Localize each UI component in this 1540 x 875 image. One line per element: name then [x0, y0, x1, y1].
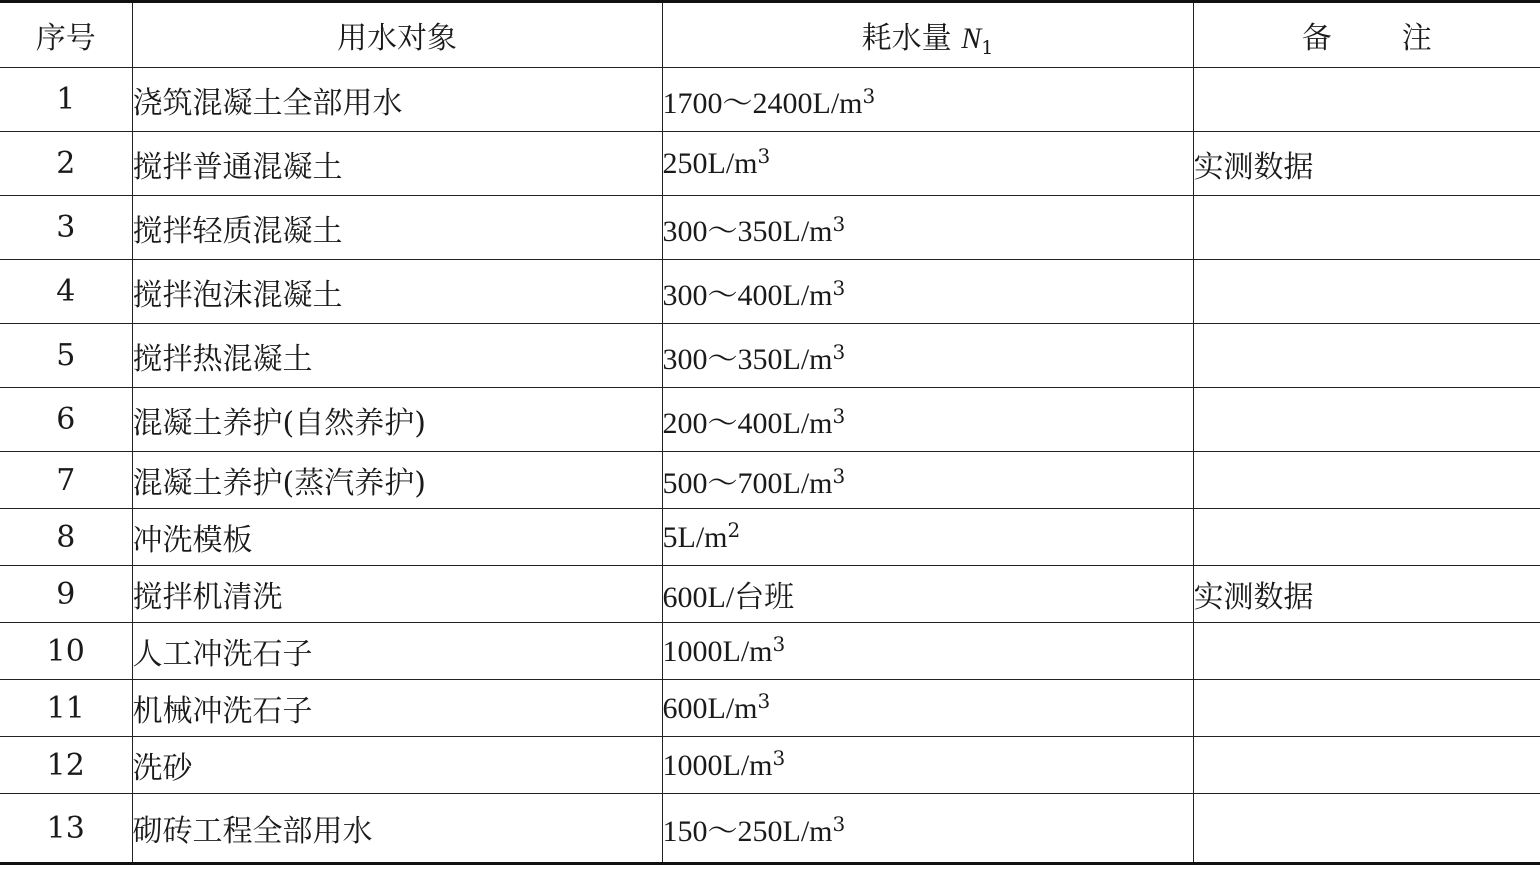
table-row — [0, 794, 1540, 864]
row-index-cell: 1 — [0, 68, 132, 132]
row-index-cell: 4 — [0, 260, 132, 324]
row-amount-exponent: 3 — [757, 688, 771, 713]
header-index: 序号 — [0, 2, 132, 68]
header-amount-prefix: 耗水量 — [861, 21, 952, 56]
row-note-cell — [1193, 794, 1540, 864]
header-note-second: 注 — [1401, 21, 1432, 56]
table-row — [0, 566, 1540, 623]
row-object-cell: 砌砖工程全部用水 — [132, 794, 662, 864]
table-row — [0, 680, 1540, 737]
row-object-cell: 混凝土养护(蒸汽养护) — [132, 452, 662, 509]
table-row — [0, 260, 1540, 324]
table-header-row — [0, 2, 1540, 68]
row-amount-exponent: 3 — [832, 403, 846, 428]
row-amount-cell — [662, 388, 1193, 452]
row-object-cell: 混凝土养护(自然养护) — [132, 388, 662, 452]
table-row — [0, 452, 1540, 509]
row-note-cell — [1193, 324, 1540, 388]
row-object-cell: 搅拌机清洗 — [132, 566, 662, 623]
row-note-cell: 实测数据 — [1193, 132, 1540, 196]
row-object-cell: 浇筑混凝土全部用水 — [132, 68, 662, 132]
table-row — [0, 132, 1540, 196]
table-body — [0, 68, 1540, 864]
row-amount-exponent: 3 — [757, 144, 771, 168]
row-amount-value: 300～400L/m — [662, 278, 833, 312]
row-amount-cell — [662, 452, 1193, 509]
row-amount-value: 300～350L/m — [662, 342, 833, 376]
row-amount-exponent: 3 — [832, 464, 846, 488]
table-row — [0, 388, 1540, 452]
row-index-cell: 3 — [0, 196, 132, 260]
row-amount-value: 250L/m — [662, 147, 758, 180]
header-amount-symbol: N — [961, 22, 982, 55]
row-amount-value: 200～400L/m — [662, 406, 833, 440]
row-note-cell — [1193, 68, 1540, 132]
row-amount-value: 600L/m — [662, 691, 758, 725]
row-amount-exponent: 3 — [862, 83, 876, 108]
row-note-cell — [1193, 196, 1540, 260]
row-amount-value: 1700～2400L/m — [662, 86, 863, 120]
row-object-cell: 搅拌普通混凝土 — [132, 132, 662, 196]
row-amount-exponent: 3 — [832, 211, 846, 236]
row-index-cell: 13 — [0, 794, 132, 864]
header-amount — [662, 2, 1193, 68]
row-amount-cell — [662, 623, 1193, 680]
row-amount-cell — [662, 737, 1193, 794]
row-amount-exponent: 2 — [727, 517, 741, 542]
row-index-cell: 8 — [0, 509, 132, 566]
row-note-cell — [1193, 509, 1540, 566]
row-amount-value: 500～700L/m — [662, 467, 833, 500]
table-row — [0, 324, 1540, 388]
row-amount-value: 150～250L/m — [662, 815, 833, 848]
row-index-cell: 9 — [0, 566, 132, 623]
row-note-cell — [1193, 388, 1540, 452]
row-amount-cell — [662, 680, 1193, 737]
row-amount-cell — [662, 509, 1193, 566]
row-object-cell: 搅拌热混凝土 — [132, 324, 662, 388]
row-index-cell: 7 — [0, 452, 132, 509]
row-note-cell — [1193, 452, 1540, 509]
row-index-cell: 2 — [0, 132, 132, 196]
row-amount-cell — [662, 132, 1193, 196]
table-row — [0, 737, 1540, 794]
header-amount-subscript: 1 — [981, 37, 994, 59]
row-amount-exponent: 3 — [832, 812, 846, 836]
row-note-cell: 实测数据 — [1193, 566, 1540, 623]
row-amount-value: 300～350L/m — [662, 214, 833, 248]
row-amount-exponent: 3 — [772, 745, 786, 770]
row-note-cell — [1193, 737, 1540, 794]
row-amount-cell — [662, 794, 1193, 864]
row-object-cell: 冲洗模板 — [132, 509, 662, 566]
row-amount-cell — [662, 324, 1193, 388]
row-note-cell — [1193, 623, 1540, 680]
row-amount-cell — [662, 566, 1193, 623]
row-note-cell — [1193, 680, 1540, 737]
row-amount-value: 5L/m — [662, 520, 728, 554]
table-row — [0, 623, 1540, 680]
row-object-cell: 机械冲洗石子 — [132, 680, 662, 737]
row-note-cell — [1193, 260, 1540, 324]
row-object-cell: 人工冲洗石子 — [132, 623, 662, 680]
row-amount-value: 1000L/m — [662, 748, 773, 782]
row-amount-exponent: 3 — [832, 339, 846, 364]
row-amount-exponent: 3 — [832, 275, 846, 300]
row-index-cell: 6 — [0, 388, 132, 452]
row-amount-cell — [662, 260, 1193, 324]
header-note — [1193, 2, 1540, 68]
row-amount-value: 1000L/m — [662, 634, 773, 668]
row-amount-cell — [662, 196, 1193, 260]
row-index-cell: 11 — [0, 680, 132, 737]
table-row — [0, 509, 1540, 566]
table-row — [0, 196, 1540, 260]
row-amount-exponent: 3 — [772, 631, 786, 656]
row-index-cell: 12 — [0, 737, 132, 794]
row-object-cell: 搅拌轻质混凝土 — [132, 196, 662, 260]
row-object-cell: 洗砂 — [132, 737, 662, 794]
row-index-cell: 5 — [0, 324, 132, 388]
row-index-cell: 10 — [0, 623, 132, 680]
row-object-cell: 搅拌泡沫混凝土 — [132, 260, 662, 324]
row-amount-cell — [662, 68, 1193, 132]
row-amount-value: 600L/台班 — [662, 581, 795, 614]
table-row — [0, 68, 1540, 132]
header-object: 用水对象 — [132, 2, 662, 68]
header-note-first: 备 — [1301, 21, 1332, 56]
